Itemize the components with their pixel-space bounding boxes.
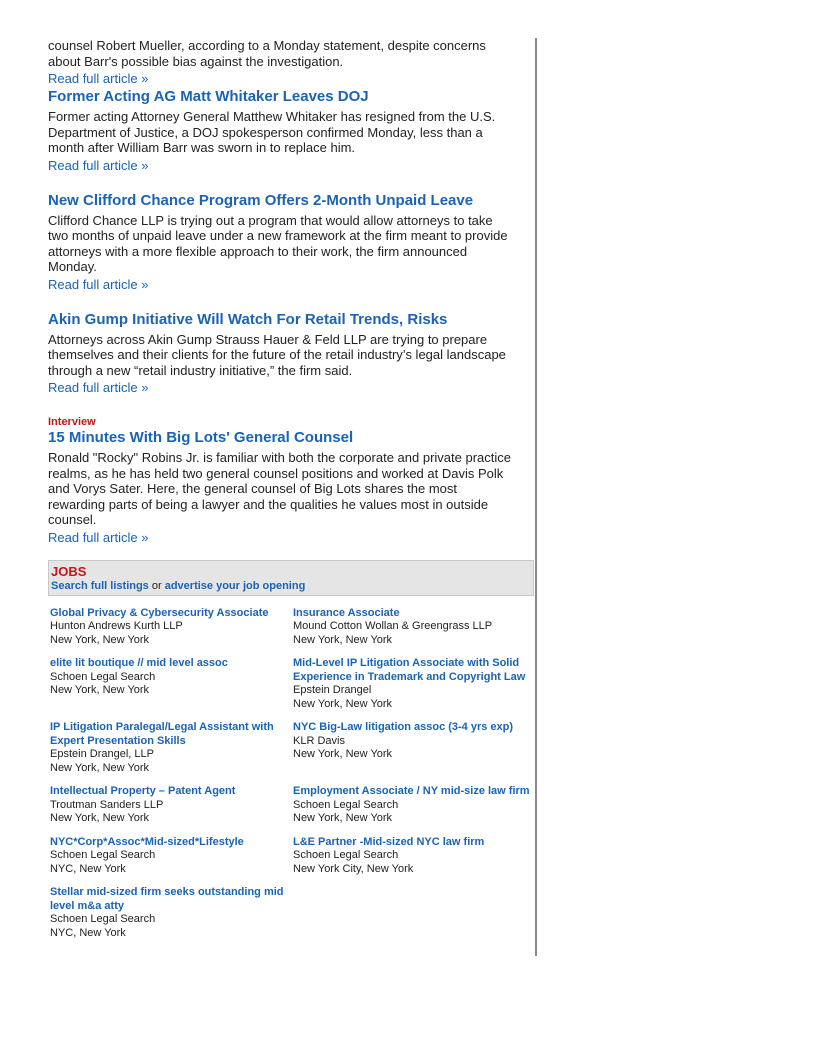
read-more-link[interactable]: Read full article » (48, 276, 149, 292)
job-title-link[interactable]: elite lit boutique // mid level assoc (50, 657, 228, 669)
job-location: NYC, New York (50, 926, 126, 939)
article-akin-gump (48, 311, 535, 397)
article-headline[interactable]: Former Acting AG Matt Whitaker Leaves DOJ (48, 88, 369, 105)
interview-kicker: Interview (48, 416, 96, 428)
job-location: New York, New York (50, 812, 150, 824)
newsletter-column (48, 38, 537, 956)
article-body: Attorneys across Akin Gump Strauss Hauer & Feld LLP are trying to prepare themselves and their clients for the future of the retail industry’s legal landscape through a new “retail industry initiative,” the firm said. (48, 331, 506, 378)
jobs-links (51, 579, 530, 593)
job-company: Schoen Legal Search (50, 849, 156, 861)
job-listing (293, 607, 536, 648)
job-listing (50, 657, 293, 711)
job-title-link[interactable]: Stellar mid-sized firm seeks outstanding mid level m&a atty (50, 886, 284, 912)
article-big-lots-interview (48, 416, 535, 546)
job-listing (50, 785, 293, 826)
intro-read-more-link[interactable]: Read full article » (48, 71, 149, 86)
job-location: New York, New York (50, 633, 150, 646)
job-company: Schoen Legal Search (293, 798, 399, 811)
job-listing (293, 721, 536, 775)
job-location: New York, New York (50, 684, 150, 696)
job-location: New York, New York (293, 748, 393, 760)
job-location: New York, New York (293, 697, 393, 710)
job-location: NYC, New York (50, 862, 126, 875)
article-headline[interactable]: New Clifford Chance Program Offers 2-Month Unpaid Leave (48, 191, 474, 209)
jobs-or-text: or (148, 579, 165, 592)
jobs-header (48, 560, 534, 596)
job-title-link[interactable]: IP Litigation Paralegal/Legal Assistant with Expert Presentation Skills (50, 721, 274, 747)
job-location: New York, New York (50, 761, 150, 774)
job-title-link[interactable]: NYC*Corp*Assoc*Mid-sized*Lifestyle (50, 835, 244, 848)
jobs-title: JOBS (51, 563, 87, 579)
job-title-link[interactable]: Employment Associate / NY mid-size law firm (293, 785, 530, 797)
article-headline[interactable]: 15 Minutes With Big Lots' General Counsel (48, 429, 354, 446)
job-location: New York City, New York (293, 862, 414, 875)
read-more-link[interactable]: Read full article » (48, 380, 149, 395)
job-location: New York, New York (293, 633, 393, 646)
article-body: Ronald "Rocky" Robins Jr. is familiar with both the corporate and private practice realms, as he has held two general counsel positions and worked at Davis Polk and Vorys Sater. Here, the general counsel of Big Lots shares the most rewarding parts of being a lawyer and the qualities he values most in outside counsel. (48, 450, 511, 527)
article-body: Former acting Attorney General Matthew Whitaker has resigned from the U.S. Department of Justice, a DOJ spokesperson confirmed Monday, less than a month after William Barr was sworn in to replace him. (48, 109, 496, 155)
article-body: Clifford Chance LLP is trying out a program that would allow attorneys to take two months of unpaid leave under a new framework at the firm meant to provide attorneys with a more flexible approach to their work, the firm announced Monday. (48, 212, 508, 274)
job-location: New York, New York (293, 812, 393, 824)
advertise-job-link[interactable]: advertise your job opening (164, 579, 306, 592)
job-company: Epstein Drangel, LLP (50, 748, 154, 760)
job-listing (50, 607, 293, 648)
job-company: Schoen Legal Search (50, 913, 156, 925)
job-listing (50, 721, 293, 775)
job-company: Schoen Legal Search (50, 670, 156, 683)
job-company: Epstein Drangel (293, 684, 372, 696)
article-whitaker (48, 88, 535, 174)
job-listing (50, 836, 293, 877)
job-title-link[interactable]: NYC Big-Law litigation assoc (3-4 yrs exp) (293, 721, 514, 733)
job-title-link[interactable]: L&E Partner -Mid-sized NYC law firm (293, 835, 485, 848)
job-company: Mound Cotton Wollan & Greengrass LLP (293, 620, 493, 632)
job-company: Troutman Sanders LLP (50, 798, 164, 811)
job-listing (293, 657, 536, 711)
job-listing (50, 886, 293, 940)
job-title-link[interactable]: Global Privacy & Cybersecurity Associate (50, 606, 269, 619)
job-company: Schoen Legal Search (293, 849, 399, 861)
job-title-link[interactable]: Insurance Associate (293, 606, 400, 619)
article-clifford-chance (48, 192, 535, 293)
intro-article (48, 38, 535, 87)
job-listings (48, 607, 535, 941)
intro-text: counsel Robert Mueller, according to a Monday statement, despite concerns about Barr's possible bias against the investigation. (48, 38, 486, 69)
job-company: Hunton Andrews Kurth LLP (50, 620, 183, 632)
job-company: KLR Davis (293, 734, 345, 747)
search-listings-link[interactable]: Search full listings (51, 579, 149, 592)
job-title-link[interactable]: Mid-Level IP Litigation Associate with Solid Experience in Trademark and Copyright Law (293, 657, 526, 683)
job-listing (293, 785, 536, 826)
job-listing (293, 836, 536, 877)
read-more-link[interactable]: Read full article » (48, 157, 149, 173)
read-more-link[interactable]: Read full article » (48, 529, 149, 545)
article-headline[interactable]: Akin Gump Initiative Will Watch For Retail Trends, Risks (48, 310, 448, 328)
job-title-link[interactable]: Intellectual Property – Patent Agent (50, 785, 236, 797)
